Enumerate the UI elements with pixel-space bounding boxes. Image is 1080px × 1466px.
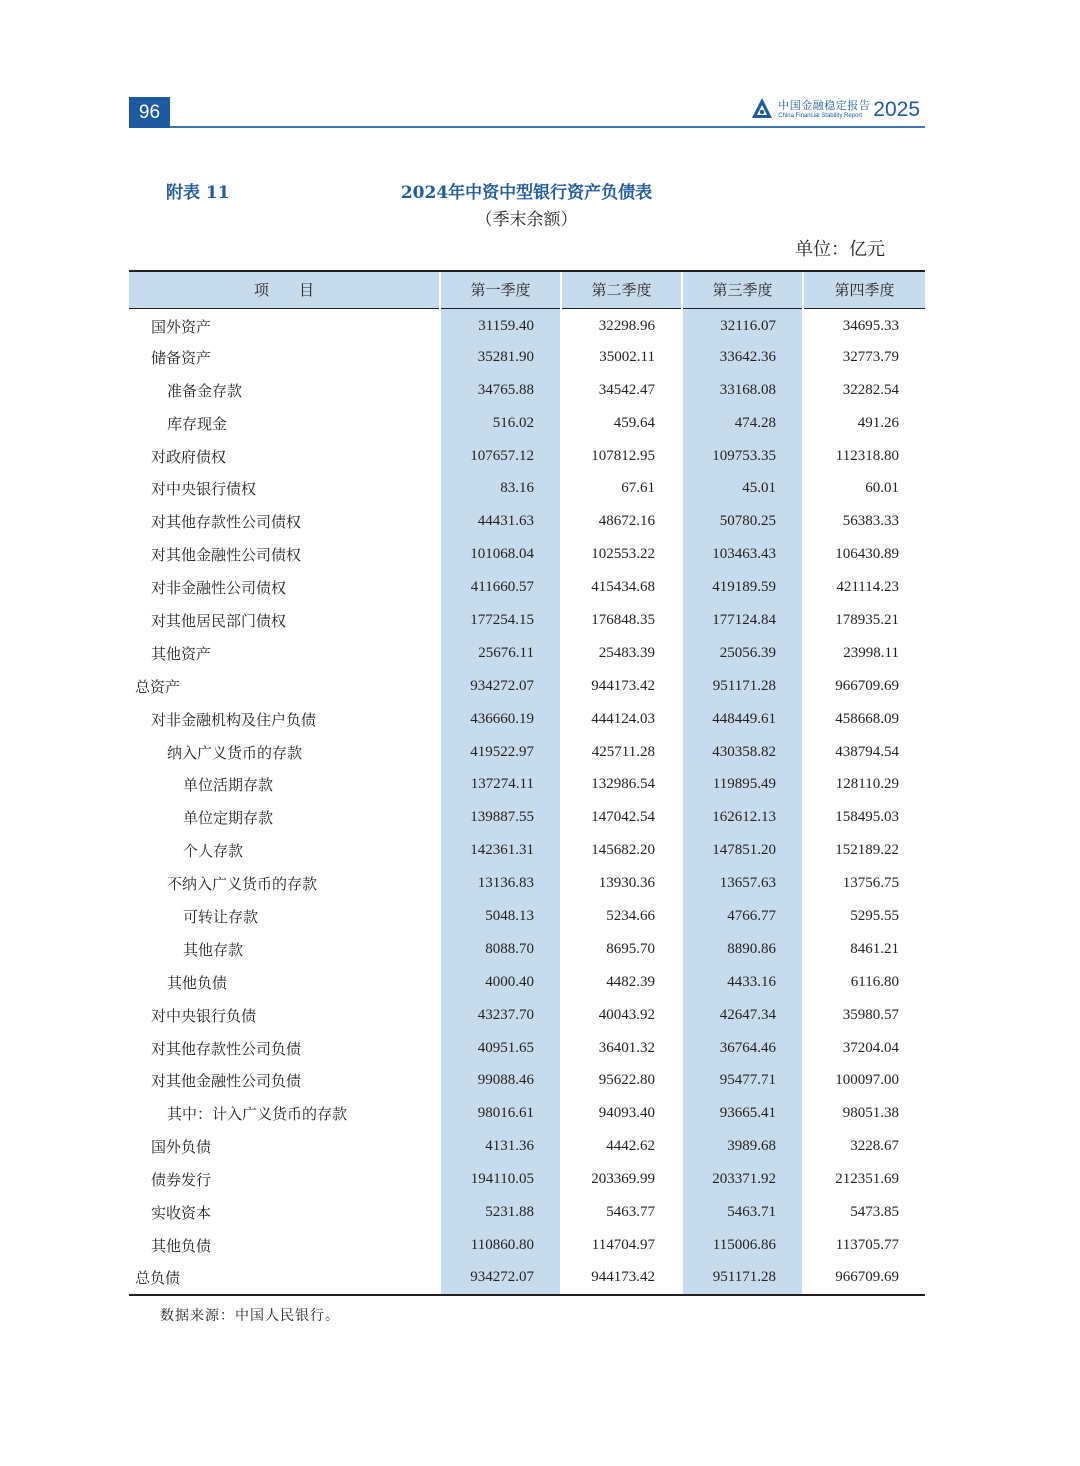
table-row bbox=[129, 670, 925, 703]
cell-q3: 474.28 bbox=[682, 407, 803, 440]
cell-q2: 203369.99 bbox=[561, 1163, 682, 1196]
cell-q4: 98051.38 bbox=[803, 1097, 925, 1130]
row-label: 对非金融性公司债权 bbox=[151, 579, 287, 598]
cell-q2: 114704.97 bbox=[561, 1229, 682, 1262]
cell-q3: 162612.13 bbox=[682, 801, 803, 834]
cell-q3: 119895.49 bbox=[682, 768, 803, 801]
cell-q3: 3989.68 bbox=[682, 1130, 803, 1163]
cell-q3: 33168.08 bbox=[682, 374, 803, 407]
table-row bbox=[129, 308, 925, 341]
cell-q2: 132986.54 bbox=[561, 768, 682, 801]
row-label: 国外负债 bbox=[151, 1138, 212, 1157]
table-row bbox=[129, 505, 925, 538]
brand-english-title: China Financial Stability Report bbox=[778, 112, 862, 119]
cell-q2: 415434.68 bbox=[561, 571, 682, 604]
row-label: 纳入广义货币的存款 bbox=[167, 743, 303, 762]
table-row bbox=[129, 1032, 925, 1065]
cell-q1: 137274.11 bbox=[440, 768, 561, 801]
brand-year: 2025 bbox=[873, 97, 920, 121]
cell-q2: 95622.80 bbox=[561, 1064, 682, 1097]
cell-q3: 203371.92 bbox=[682, 1163, 803, 1196]
cell-q1: 25676.11 bbox=[440, 637, 561, 670]
cell-q2: 444124.03 bbox=[561, 703, 682, 736]
cell-q4: 32773.79 bbox=[803, 341, 925, 374]
cell-q2: 4482.39 bbox=[561, 966, 682, 999]
column-header-q2: 第二季度 bbox=[561, 271, 682, 308]
cell-q2: 25483.39 bbox=[561, 637, 682, 670]
table-row bbox=[129, 374, 925, 407]
row-label: 其他资产 bbox=[151, 644, 212, 663]
cell-q1: 8088.70 bbox=[440, 933, 561, 966]
cell-q4: 5473.85 bbox=[803, 1196, 925, 1229]
cell-q4: 112318.80 bbox=[803, 440, 925, 473]
row-label: 对其他金融性公司债权 bbox=[151, 546, 302, 565]
cell-q2: 459.64 bbox=[561, 407, 682, 440]
table-header-row bbox=[129, 271, 925, 308]
table-row bbox=[129, 571, 925, 604]
cell-q1: 110860.80 bbox=[440, 1229, 561, 1262]
cell-q1: 934272.07 bbox=[440, 670, 561, 703]
cell-q4: 5295.55 bbox=[803, 900, 925, 933]
cell-q4: 32282.54 bbox=[803, 374, 925, 407]
cell-q4: 128110.29 bbox=[803, 768, 925, 801]
cell-q2: 145682.20 bbox=[561, 834, 682, 867]
row-label: 实收资本 bbox=[151, 1203, 212, 1222]
row-label: 准备金存款 bbox=[167, 381, 243, 400]
row-label: 可转让存款 bbox=[183, 907, 259, 926]
cell-q2: 5463.77 bbox=[561, 1196, 682, 1229]
cell-q4: 56383.33 bbox=[803, 505, 925, 538]
cell-q3: 95477.71 bbox=[682, 1064, 803, 1097]
table-row bbox=[129, 1097, 925, 1130]
brand-chinese-title: 中国金融稳定报告 bbox=[778, 98, 871, 112]
row-label: 对非金融机构及住户负债 bbox=[151, 710, 317, 729]
pboc-logo-icon bbox=[750, 97, 774, 121]
cell-q1: 142361.31 bbox=[440, 834, 561, 867]
cell-q3: 147851.20 bbox=[682, 834, 803, 867]
cell-q4: 158495.03 bbox=[803, 801, 925, 834]
cell-q2: 147042.54 bbox=[561, 801, 682, 834]
cell-q1: 35281.90 bbox=[440, 341, 561, 374]
table-body bbox=[129, 308, 925, 1295]
row-label: 其中：计入广义货币的存款 bbox=[167, 1105, 348, 1124]
cell-q3: 5463.71 bbox=[682, 1196, 803, 1229]
cell-q1: 99088.46 bbox=[440, 1064, 561, 1097]
cell-q1: 31159.40 bbox=[440, 308, 561, 341]
table-row bbox=[129, 933, 925, 966]
row-label: 单位活期存款 bbox=[183, 776, 274, 795]
cell-q1: 13136.83 bbox=[440, 867, 561, 900]
cell-q2: 34542.47 bbox=[561, 374, 682, 407]
cell-q3: 32116.07 bbox=[682, 308, 803, 341]
cell-q2: 35002.11 bbox=[561, 341, 682, 374]
cell-q4: 13756.75 bbox=[803, 867, 925, 900]
cell-q2: 36401.32 bbox=[561, 1032, 682, 1065]
table-title: 2024年中资中型银行资产负债表 bbox=[400, 183, 653, 203]
cell-q1: 139887.55 bbox=[440, 801, 561, 834]
cell-q3: 103463.43 bbox=[682, 538, 803, 571]
cell-q3: 25056.39 bbox=[682, 637, 803, 670]
cell-q2: 944173.42 bbox=[561, 1262, 682, 1295]
cell-q4: 23998.11 bbox=[803, 637, 925, 670]
cell-q4: 152189.22 bbox=[803, 834, 925, 867]
cell-q1: 98016.61 bbox=[440, 1097, 561, 1130]
cell-q3: 93665.41 bbox=[682, 1097, 803, 1130]
table-row bbox=[129, 472, 925, 505]
cell-q4: 491.26 bbox=[803, 407, 925, 440]
cell-q3: 4433.16 bbox=[682, 966, 803, 999]
table-row bbox=[129, 440, 925, 473]
cell-q4: 34695.33 bbox=[803, 308, 925, 341]
table-row bbox=[129, 900, 925, 933]
cell-q1: 34765.88 bbox=[440, 374, 561, 407]
cell-q4: 458668.09 bbox=[803, 703, 925, 736]
table-row bbox=[129, 966, 925, 999]
table-row bbox=[129, 604, 925, 637]
cell-q3: 430358.82 bbox=[682, 736, 803, 769]
cell-q2: 5234.66 bbox=[561, 900, 682, 933]
table-row bbox=[129, 703, 925, 736]
row-label: 对中央银行负债 bbox=[151, 1006, 257, 1025]
cell-q3: 36764.46 bbox=[682, 1032, 803, 1065]
cell-q2: 176848.35 bbox=[561, 604, 682, 637]
column-header-q3: 第三季度 bbox=[682, 271, 803, 308]
row-label: 国外资产 bbox=[151, 317, 212, 336]
cell-q2: 944173.42 bbox=[561, 670, 682, 703]
cell-q3: 951171.28 bbox=[682, 1262, 803, 1295]
cell-q1: 194110.05 bbox=[440, 1163, 561, 1196]
cell-q1: 101068.04 bbox=[440, 538, 561, 571]
cell-q1: 5231.88 bbox=[440, 1196, 561, 1229]
table-row bbox=[129, 1130, 925, 1163]
column-header-q1: 第一季度 bbox=[440, 271, 561, 308]
table-row bbox=[129, 1064, 925, 1097]
cell-q1: 107657.12 bbox=[440, 440, 561, 473]
cell-q2: 94093.40 bbox=[561, 1097, 682, 1130]
cell-q4: 35980.57 bbox=[803, 999, 925, 1032]
row-label: 单位定期存款 bbox=[183, 809, 274, 828]
row-label: 总负债 bbox=[129, 1262, 440, 1295]
cell-q2: 40043.92 bbox=[561, 999, 682, 1032]
row-label: 对政府债权 bbox=[151, 447, 227, 466]
table-row bbox=[129, 1163, 925, 1196]
cell-q2: 4442.62 bbox=[561, 1130, 682, 1163]
cell-q3: 8890.86 bbox=[682, 933, 803, 966]
row-label: 债券发行 bbox=[151, 1171, 212, 1190]
cell-q1: 5048.13 bbox=[440, 900, 561, 933]
cell-q3: 177124.84 bbox=[682, 604, 803, 637]
cell-q4: 421114.23 bbox=[803, 571, 925, 604]
row-label: 其他存款 bbox=[183, 940, 244, 959]
cell-q4: 37204.04 bbox=[803, 1032, 925, 1065]
cell-q2: 102553.22 bbox=[561, 538, 682, 571]
table-row bbox=[129, 1196, 925, 1229]
table-row bbox=[129, 1262, 925, 1295]
column-header-q4: 第四季度 bbox=[803, 271, 925, 308]
cell-q4: 3228.67 bbox=[803, 1130, 925, 1163]
cell-q3: 45.01 bbox=[682, 472, 803, 505]
row-label: 对其他金融性公司负债 bbox=[151, 1072, 302, 1091]
cell-q1: 177254.15 bbox=[440, 604, 561, 637]
cell-q4: 100097.00 bbox=[803, 1064, 925, 1097]
cell-q3: 109753.35 bbox=[682, 440, 803, 473]
cell-q1: 83.16 bbox=[440, 472, 561, 505]
row-label: 其他负债 bbox=[151, 1236, 212, 1255]
row-label: 总资产 bbox=[135, 677, 181, 696]
cell-q4: 106430.89 bbox=[803, 538, 925, 571]
cell-q3: 951171.28 bbox=[682, 670, 803, 703]
cell-q1: 419522.97 bbox=[440, 736, 561, 769]
appendix-label: 附表 11 bbox=[166, 183, 230, 203]
cell-q4: 178935.21 bbox=[803, 604, 925, 637]
cell-q3: 42647.34 bbox=[682, 999, 803, 1032]
table-row bbox=[129, 736, 925, 769]
report-brand bbox=[750, 97, 920, 121]
page-number: 96 bbox=[129, 97, 170, 128]
cell-q2: 107812.95 bbox=[561, 440, 682, 473]
cell-q4: 212351.69 bbox=[803, 1163, 925, 1196]
cell-q2: 425711.28 bbox=[561, 736, 682, 769]
table-row bbox=[129, 341, 925, 374]
row-label: 不纳入广义货币的存款 bbox=[167, 875, 318, 894]
cell-q3: 33642.36 bbox=[682, 341, 803, 374]
cell-q4: 8461.21 bbox=[803, 933, 925, 966]
cell-q1: 40951.65 bbox=[440, 1032, 561, 1065]
table-row bbox=[129, 867, 925, 900]
cell-q3: 13657.63 bbox=[682, 867, 803, 900]
cell-q3: 50780.25 bbox=[682, 505, 803, 538]
unit-label: 单位：亿元 bbox=[795, 239, 885, 260]
cell-q2: 8695.70 bbox=[561, 933, 682, 966]
table-row bbox=[129, 768, 925, 801]
cell-q2: 48672.16 bbox=[561, 505, 682, 538]
row-label: 对其他居民部门债权 bbox=[151, 611, 287, 630]
brand-text bbox=[778, 100, 870, 119]
table-row bbox=[129, 834, 925, 867]
cell-q4: 60.01 bbox=[803, 472, 925, 505]
table-row bbox=[129, 999, 925, 1032]
table-row bbox=[129, 407, 925, 440]
row-label: 储备资产 bbox=[151, 348, 212, 367]
cell-q1: 934272.07 bbox=[440, 1262, 561, 1295]
cell-q1: 411660.57 bbox=[440, 571, 561, 604]
cell-q2: 13930.36 bbox=[561, 867, 682, 900]
cell-q1: 4000.40 bbox=[440, 966, 561, 999]
cell-q1: 436660.19 bbox=[440, 703, 561, 736]
cell-q1: 44431.63 bbox=[440, 505, 561, 538]
balance-sheet-table bbox=[129, 270, 925, 1296]
table-row bbox=[129, 801, 925, 834]
cell-q4: 438794.54 bbox=[803, 736, 925, 769]
cell-q1: 4131.36 bbox=[440, 1130, 561, 1163]
header-rule bbox=[170, 126, 925, 128]
table-row bbox=[129, 637, 925, 670]
cell-q4: 966709.69 bbox=[803, 1262, 925, 1295]
row-label: 其他负债 bbox=[167, 973, 228, 992]
row-label: 对其他存款性公司债权 bbox=[151, 513, 302, 532]
cell-q4: 113705.77 bbox=[803, 1229, 925, 1262]
column-header-item: 项 目 bbox=[129, 271, 440, 308]
cell-q3: 4766.77 bbox=[682, 900, 803, 933]
cell-q3: 115006.86 bbox=[682, 1229, 803, 1262]
cell-q3: 419189.59 bbox=[682, 571, 803, 604]
table-subtitle: （季末余额） bbox=[475, 210, 578, 230]
cell-q1: 43237.70 bbox=[440, 999, 561, 1032]
row-label: 对中央银行债权 bbox=[151, 480, 257, 499]
cell-q4: 6116.80 bbox=[803, 966, 925, 999]
row-label: 库存现金 bbox=[167, 414, 228, 433]
cell-q1: 516.02 bbox=[440, 407, 561, 440]
row-label: 对其他存款性公司负债 bbox=[151, 1039, 302, 1058]
table-row bbox=[129, 1229, 925, 1262]
data-source-note: 数据来源：中国人民银行。 bbox=[160, 1308, 340, 1324]
cell-q2: 67.61 bbox=[561, 472, 682, 505]
table-row bbox=[129, 538, 925, 571]
row-label: 个人存款 bbox=[183, 842, 244, 861]
cell-q4: 966709.69 bbox=[803, 670, 925, 703]
cell-q2: 32298.96 bbox=[561, 308, 682, 341]
cell-q3: 448449.61 bbox=[682, 703, 803, 736]
